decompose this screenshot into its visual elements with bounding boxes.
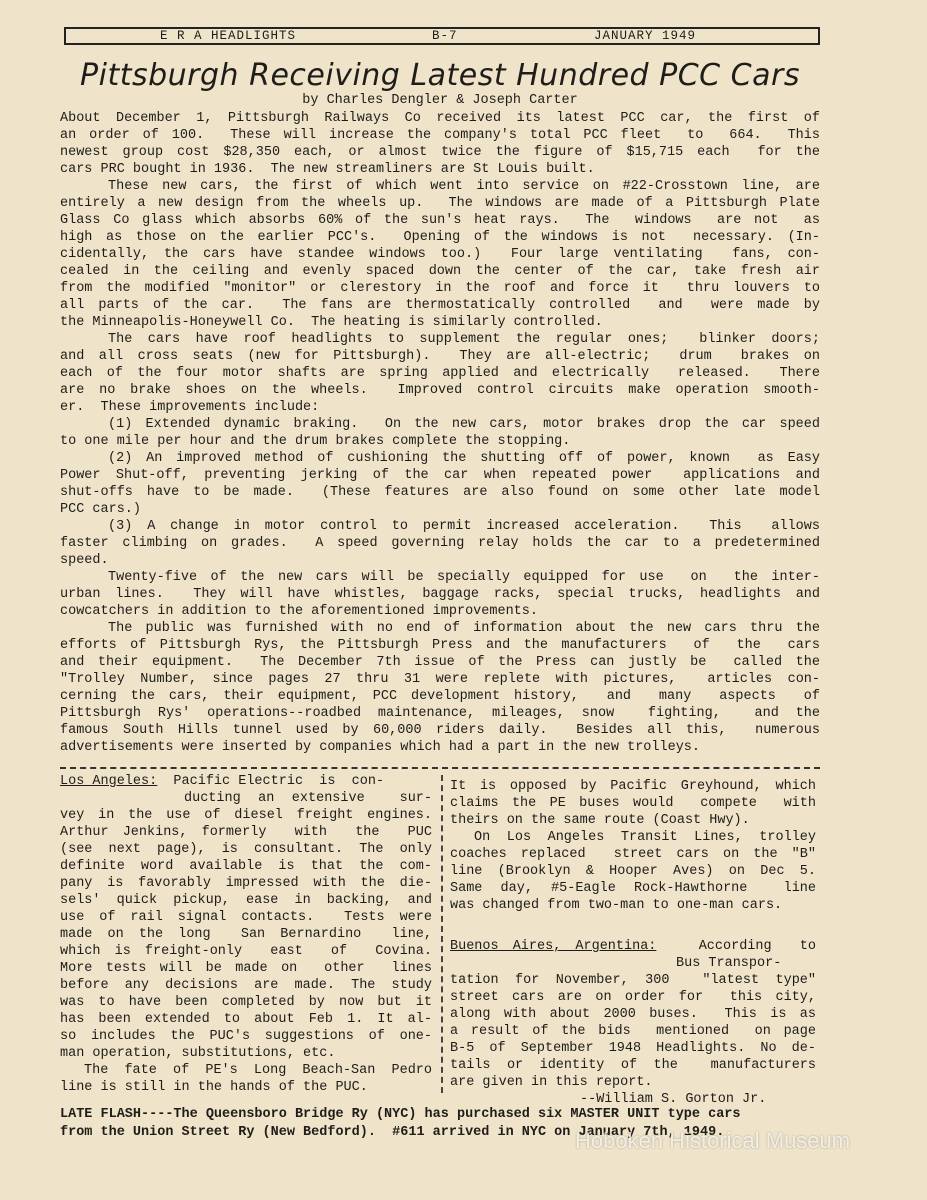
text-line: to one mile per hour and the drum brakes complete the stopping. — [60, 434, 571, 449]
text-line: Power Shut-off, preventing jerking of the car when repeated power applications and — [60, 468, 820, 483]
text-line: line is still in the hands of the PUC. — [60, 1080, 368, 1095]
text-line: cowcatchers in addition to the aforementioned improvements. — [60, 604, 538, 619]
text-line: coaches replaced street cars on the "B" — [450, 847, 816, 862]
text-line: B-5 of September 1948 Headlights. No de- — [450, 1041, 816, 1056]
text-line: Pittsburgh Rys' operations--roadbed maintenance, mileages, snow fighting, and the — [60, 706, 820, 721]
text-line: which is freight-only east of Covina. — [60, 944, 432, 959]
text-line: (see next page), is consultant. The only — [60, 842, 432, 857]
text-line: cerning the cars, their equipment, PCC development history, and many aspects of — [60, 689, 820, 704]
text-line: cealed in the ceiling and evenly spaced down the center of the car, take fresh air — [60, 264, 820, 279]
text-line: Glass Co glass which absorbs 60% of the sun's heat rays. The windows are not as — [60, 213, 820, 228]
text-line: (2) An improved method of cushioning the shutting off of power, known as Easy — [108, 451, 820, 466]
header-page-number: B-7 — [432, 29, 458, 43]
text-line: famous South Hills tunnel used by 60,000 riders daily. Besides all this, numerous — [60, 723, 820, 738]
text-line: made on the long San Bernardino line, — [60, 927, 432, 942]
text-line: theirs on the same route (Coast Hwy). — [450, 813, 750, 828]
text-line: tails or identity of the manufacturers — [450, 1058, 816, 1073]
column-divider — [441, 775, 443, 1093]
text-line: cidentally, the cars have standee windows too.) Four large ventilating fans, con- — [60, 247, 820, 262]
text-line: and their equipment. The December 7th issue of the Press can justly be called the — [60, 655, 820, 670]
text-line: are given in this report. — [450, 1075, 653, 1090]
text-line: It is opposed by Pacific Greyhound, which — [450, 779, 816, 794]
text-line: tation for November, 300 "latest type" — [450, 973, 816, 988]
text-line: an order of 100. These will increase the company's total PCC fleet to 664. This — [60, 128, 820, 143]
text-line: and all cross seats (new for Pittsburgh). They are all-electric; drum brakes on — [60, 349, 820, 364]
text-line: Buenos Aires, Argentina: According to — [450, 939, 816, 954]
text-line: entirely a new design from the wheels up. The windows are made of a Pittsburgh Plate — [60, 196, 820, 211]
text-line: cars PRC bought in 1936. The new streamliners are St Louis built. — [60, 162, 595, 177]
text-line: More tests will be made on other lines — [60, 961, 432, 976]
text-line: On Los Angeles Transit Lines, trolley — [474, 830, 816, 845]
text-line: ducting an extensive sur- — [184, 791, 432, 806]
text-line: sels' quick pickup, ease in backing, and — [60, 893, 432, 908]
text-line: each of the four motor shafts are spring applied and electrically released. There — [60, 366, 820, 381]
text-line: shut-offs have to be made. (These features are also found on some other late model — [60, 485, 820, 500]
text-line: high as those on the earlier PCC's. Opening of the windows is not necessary. (In- — [60, 230, 820, 245]
text-line: was to have been completed by now but it — [60, 995, 432, 1010]
text-line: has been extended to about Feb 1. It al- — [60, 1012, 432, 1027]
text-line: The cars have roof headlights to supplement the regular ones; blinker doors; — [108, 332, 820, 347]
text-line: before any decisions are made. The study — [60, 978, 432, 993]
text-line: Twenty-five of the new cars will be specially equipped for use on the inter- — [108, 570, 820, 585]
text-line: Los Angeles: Pacific Electric is con- — [60, 774, 385, 789]
text-line: vey in the use of diesel freight engines. — [60, 808, 432, 823]
text-line: line (Brooklyn & Hooper Aves) on Dec 5. — [450, 864, 816, 879]
text-line: was changed from two-man to one-man cars. — [450, 898, 783, 913]
text-line: Arthur Jenkins, formerly with the PUC — [60, 825, 432, 840]
section-divider — [60, 767, 820, 769]
text-line: all parts of the car. The fans are thermostatically controlled and were made by — [60, 298, 820, 313]
text-line: speed. — [60, 553, 109, 568]
text-line: street cars are on order for this city, — [450, 990, 816, 1005]
text-line: --William S. Gorton Jr. — [580, 1092, 767, 1107]
text-line: These new cars, the first of which went into service on #22-Crosstown line, are — [108, 179, 820, 194]
text-line: definite word available is that the com- — [60, 859, 432, 874]
late-flash-line-1: LATE FLASH----The Queensboro Bridge Ry (NYC) has purchased six MASTER UNIT type cars — [60, 1107, 741, 1122]
page-header — [64, 27, 820, 45]
text-line: PCC cars.) — [60, 502, 142, 517]
text-line: newest group cost $28,350 each, or almost twice the figure of $15,715 each for the — [60, 145, 820, 160]
late-flash-line-2: from the Union Street Ry (New Bedford). #611 arrived in NYC on January 7th, 1949. — [60, 1125, 725, 1140]
text-line: man operation, substitutions, etc. — [60, 1046, 336, 1061]
article-byline: by Charles Dengler & Joseph Carter — [302, 93, 578, 108]
text-line: About December 1, Pittsburgh Railways Co received its latest PCC car, the first of — [60, 111, 820, 126]
text-line: (3) A change in motor control to permit increased acceleration. This allows — [108, 519, 820, 534]
article-title: Pittsburgh Receiving Latest Hundred PCC Cars — [80, 58, 800, 93]
text-line: "Trolley Number, since pages 27 thru 31 were replete with pictures, articles con- — [60, 672, 820, 687]
text-line: so includes the PUC's suggestions of one- — [60, 1029, 432, 1044]
header-date: JANUARY 1949 — [594, 29, 697, 43]
text-line: the Minneapolis-Honeywell Co. The heating is similarly controlled. — [60, 315, 603, 330]
text-line: from the modified "monitor" or clerestory in the roof and force it thru louvers to — [60, 281, 820, 296]
text-line: Bus Transpor- — [676, 956, 782, 971]
text-line: advertisements were inserted by companies which had a part in the new trolleys. — [60, 740, 701, 755]
text-line: a result of the bids mentioned on page — [450, 1024, 816, 1039]
museum-watermark: Hoboken Historical Museum — [575, 1128, 851, 1153]
text-line: are no brake shoes on the wheels. Improved control circuits make operation smooth- — [60, 383, 820, 398]
text-line: faster climbing on grades. A speed governing relay holds the car to a predetermined — [60, 536, 820, 551]
text-line: Same day, #5-Eagle Rock-Hawthorne line — [450, 881, 816, 896]
text-line: The fate of PE's Long Beach-San Pedro — [84, 1063, 432, 1078]
text-line: along with about 2000 buses. This is as — [450, 1007, 816, 1022]
text-line: efforts of Pittsburgh Rys, the Pittsburgh Press and the manufacturers of the cars — [60, 638, 820, 653]
text-line: urban lines. They will have whistles, baggage racks, special trucks, headlights and — [60, 587, 820, 602]
text-line: (1) Extended dynamic braking. On the new cars, motor brakes drop the car speed — [108, 417, 820, 432]
text-line: claims the PE buses would compete with — [450, 796, 816, 811]
header-publication: E R A HEADLIGHTS — [160, 29, 297, 43]
text-line: pany is favorably impressed with the die- — [60, 876, 432, 891]
text-line: The public was furnished with no end of information about the new cars thru the — [108, 621, 820, 636]
text-line: er. These improvements include: — [60, 400, 320, 415]
text-line: use of rail signal contacts. Tests were — [60, 910, 432, 925]
